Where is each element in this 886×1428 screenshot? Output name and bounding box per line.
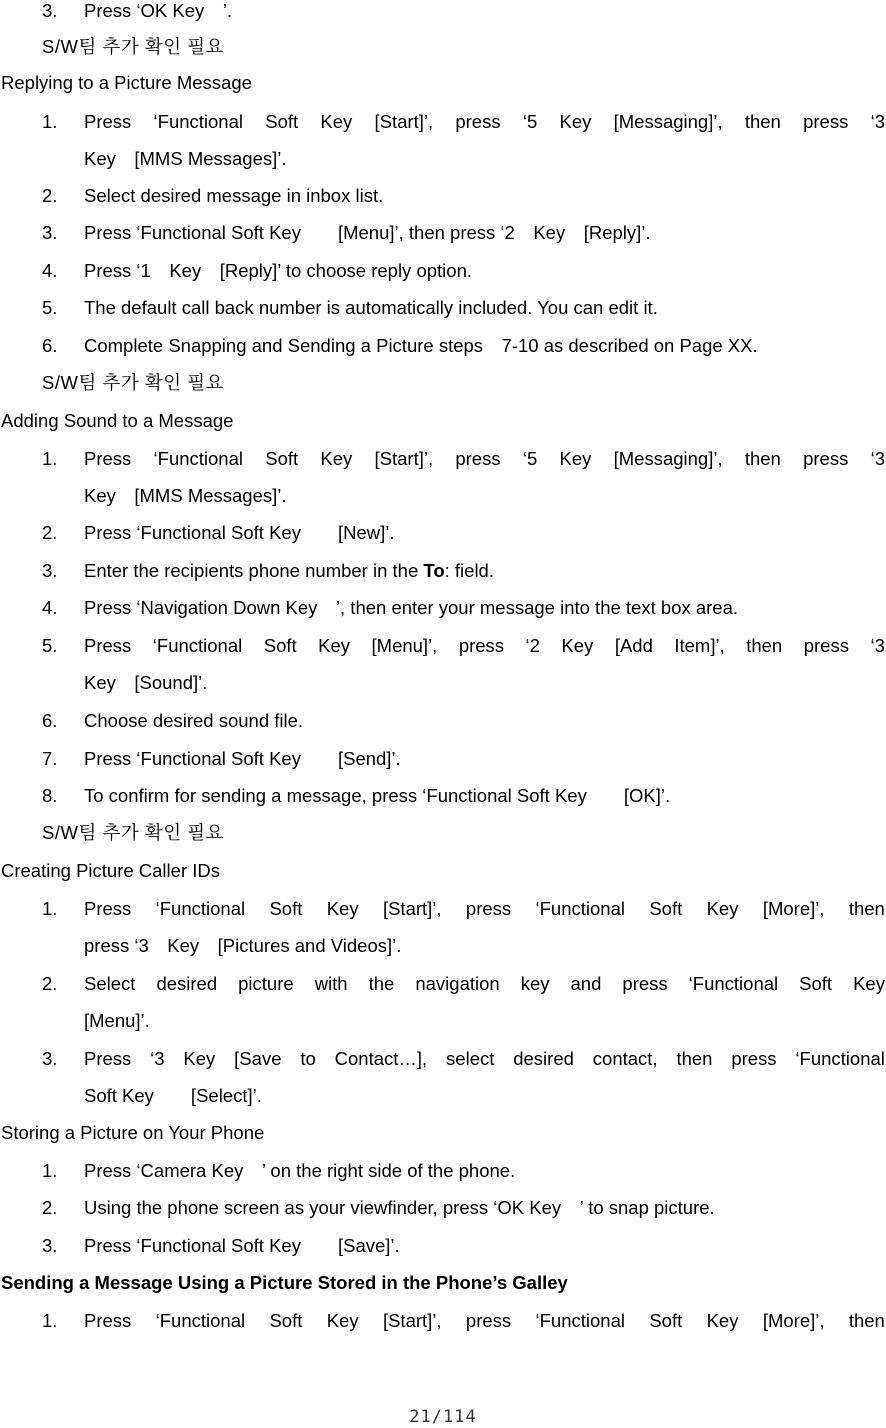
word: picture xyxy=(238,973,294,994)
word: select xyxy=(446,1048,495,1069)
list-number: 6. xyxy=(42,710,58,731)
text-run: Enter the recipients phone number in the xyxy=(84,560,424,581)
list-number: 3. xyxy=(42,222,58,243)
word: [Add xyxy=(614,635,653,656)
list-number: 2. xyxy=(42,185,58,206)
word: [Menu]’, xyxy=(371,635,438,656)
word: Soft xyxy=(269,1310,303,1331)
word: desired xyxy=(513,1048,574,1069)
word: press xyxy=(803,111,849,132)
word: ‘Functional xyxy=(155,898,246,919)
list-text: Using the phone screen as your viewfinder, press ‘OK Key ’ to snap picture. xyxy=(84,1197,715,1218)
section-heading: Adding Sound to a Message xyxy=(1,410,234,431)
list-text xyxy=(84,560,494,582)
list-number: 3. xyxy=(42,0,58,21)
word: then xyxy=(744,448,781,469)
justified-text xyxy=(84,635,885,657)
word: Soft xyxy=(263,635,297,656)
word: Contact…], xyxy=(334,1048,428,1069)
word: Soft xyxy=(649,898,683,919)
word: Press xyxy=(84,1048,132,1069)
word: ‘Functional xyxy=(535,898,625,919)
list-text: Press ‘Functional Soft Key [Send]’. xyxy=(84,748,401,769)
list-text: Key [MMS Messages]’. xyxy=(84,148,287,169)
justified-text xyxy=(84,111,885,133)
list-text: Select desired message in inbox list. xyxy=(84,185,384,206)
section-heading: Storing a Picture on Your Phone xyxy=(1,1122,265,1143)
word: ‘Functional xyxy=(152,635,243,656)
word: then xyxy=(848,898,885,919)
word: desired xyxy=(156,973,218,994)
word: Soft xyxy=(269,898,303,919)
list-number: 4. xyxy=(42,260,58,281)
word: Key xyxy=(559,111,592,132)
list-number: 3. xyxy=(42,1235,58,1256)
word: press xyxy=(803,448,849,469)
word: then xyxy=(746,635,783,656)
list-text: Key [Sound]’. xyxy=(84,672,208,693)
word: Soft xyxy=(799,973,833,994)
list-number: 1. xyxy=(42,448,58,469)
word: Key xyxy=(183,1048,216,1069)
justified-text xyxy=(84,973,885,995)
word: Key xyxy=(561,635,594,656)
word: ‘3 xyxy=(870,635,885,656)
word: contact, xyxy=(592,1048,658,1069)
word: press xyxy=(465,898,512,919)
list-number: 2. xyxy=(42,973,58,994)
word: Select xyxy=(84,973,136,994)
list-text: Choose desired sound file. xyxy=(84,710,304,731)
word: ‘3 xyxy=(150,1048,165,1069)
word: press xyxy=(803,635,849,656)
list-text: The default call back number is automatically included. You can edit it. xyxy=(84,297,658,318)
list-text: Key [MMS Messages]’. xyxy=(84,485,287,506)
list-number: 5. xyxy=(42,635,58,656)
sw-team-note: S/W팀 추가 확인 필요 xyxy=(42,372,224,393)
list-text: press ‘3 Key [Pictures and Videos]’. xyxy=(84,935,402,956)
word: press xyxy=(458,635,505,656)
word: press xyxy=(465,1310,512,1331)
sw-team-note: S/W팀 추가 확인 필요 xyxy=(42,822,224,843)
word: ‘Functional xyxy=(535,1310,625,1331)
word: ‘5 xyxy=(522,111,538,132)
word: press xyxy=(455,448,501,469)
word: press xyxy=(731,1048,777,1069)
list-text: To confirm for sending a message, press ‘Functional Soft Key [OK]’. xyxy=(84,785,671,806)
word: Key xyxy=(318,635,351,656)
word: Key xyxy=(853,973,885,994)
word: [Start]’, xyxy=(382,898,442,919)
list-number: 3. xyxy=(42,1048,58,1069)
list-text: Complete Snapping and Sending a Picture steps 7-10 as described on Page XX. xyxy=(84,335,758,356)
list-number: 1. xyxy=(42,1160,58,1181)
word: then xyxy=(848,1310,885,1331)
list-text: Press ‘Functional Soft Key [Save]’. xyxy=(84,1235,400,1256)
list-text: Press ‘1 Key [Reply]’ to choose reply option. xyxy=(84,260,472,281)
word: with xyxy=(314,973,348,994)
word: [Start]’, xyxy=(374,111,434,132)
word: [More]’, xyxy=(762,1310,825,1331)
justified-text xyxy=(84,448,885,470)
list-number: 1. xyxy=(42,111,58,132)
word: [Start]’, xyxy=(374,448,434,469)
list-number: 2. xyxy=(42,1197,58,1218)
list-number: 3. xyxy=(42,560,58,581)
word: Key xyxy=(559,448,592,469)
word: Press xyxy=(84,448,132,469)
section-heading: Creating Picture Caller IDs xyxy=(1,860,220,881)
list-text: Soft Key [Select]’. xyxy=(84,1085,262,1106)
word: then xyxy=(744,111,781,132)
word: [Save xyxy=(234,1048,282,1069)
justified-text xyxy=(84,898,885,920)
page-number: 21/114 xyxy=(409,1407,477,1427)
word: ‘3 xyxy=(870,448,885,469)
bold-field-name: To xyxy=(423,560,445,581)
word: Soft xyxy=(265,448,299,469)
word: [More]’, xyxy=(762,898,825,919)
word: then xyxy=(676,1048,713,1069)
word: Key xyxy=(326,898,359,919)
list-text: Press ‘Functional Soft Key [Menu]’, then press ‘2 Key [Reply]’. xyxy=(84,222,651,243)
list-number: 2. xyxy=(42,522,58,543)
list-number: 7. xyxy=(42,748,58,769)
section-heading-bold: Sending a Message Using a Picture Stored in the Phone’s Galley xyxy=(1,1272,568,1293)
list-number: 5. xyxy=(42,297,58,318)
word: ‘3 xyxy=(870,111,885,132)
word: ‘5 xyxy=(522,448,538,469)
word: Key xyxy=(706,898,739,919)
word: ‘Functional xyxy=(153,448,243,469)
word: [Messaging]’, xyxy=(613,111,723,132)
sw-team-note: S/W팀 추가 확인 필요 xyxy=(42,36,224,57)
list-number: 8. xyxy=(42,785,58,806)
word: press xyxy=(622,973,668,994)
word: Press xyxy=(84,111,132,132)
word: Item]’, xyxy=(674,635,725,656)
list-text: Press ‘OK Key ’. xyxy=(84,0,233,21)
word: ‘Functional xyxy=(795,1048,885,1069)
justified-text xyxy=(84,1310,885,1332)
word: ‘Functional xyxy=(155,1310,246,1331)
list-number: 6. xyxy=(42,335,58,356)
word: press xyxy=(455,111,501,132)
word: key xyxy=(520,973,550,994)
word: ‘Functional xyxy=(688,973,779,994)
list-number: 4. xyxy=(42,597,58,618)
word: Soft xyxy=(649,1310,683,1331)
word: Press xyxy=(84,1310,132,1331)
text-run: : field. xyxy=(444,560,494,581)
word: navigation xyxy=(415,973,500,994)
word: ‘2 xyxy=(525,635,540,656)
list-text: [Menu]’. xyxy=(84,1010,150,1031)
word: the xyxy=(368,973,395,994)
list-number: 1. xyxy=(42,898,58,919)
word: ‘Functional xyxy=(153,111,243,132)
word: Soft xyxy=(265,111,299,132)
word: [Messaging]’, xyxy=(613,448,723,469)
list-text: Press ‘Navigation Down Key ’, then enter your message into the text box area. xyxy=(84,597,739,618)
word: [Start]’, xyxy=(382,1310,442,1331)
word: Key xyxy=(320,111,353,132)
word: Press xyxy=(84,898,132,919)
justified-text xyxy=(84,1048,885,1070)
word: Key xyxy=(326,1310,359,1331)
list-number: 1. xyxy=(42,1310,58,1331)
word: to xyxy=(300,1048,316,1069)
word: Key xyxy=(706,1310,739,1331)
word: Press xyxy=(84,635,132,656)
section-heading: Replying to a Picture Message xyxy=(1,72,252,93)
word: and xyxy=(570,973,602,994)
word: Key xyxy=(320,448,353,469)
list-text: Press ‘Camera Key ’ on the right side of the phone. xyxy=(84,1160,516,1181)
list-text: Press ‘Functional Soft Key [New]’. xyxy=(84,522,395,543)
